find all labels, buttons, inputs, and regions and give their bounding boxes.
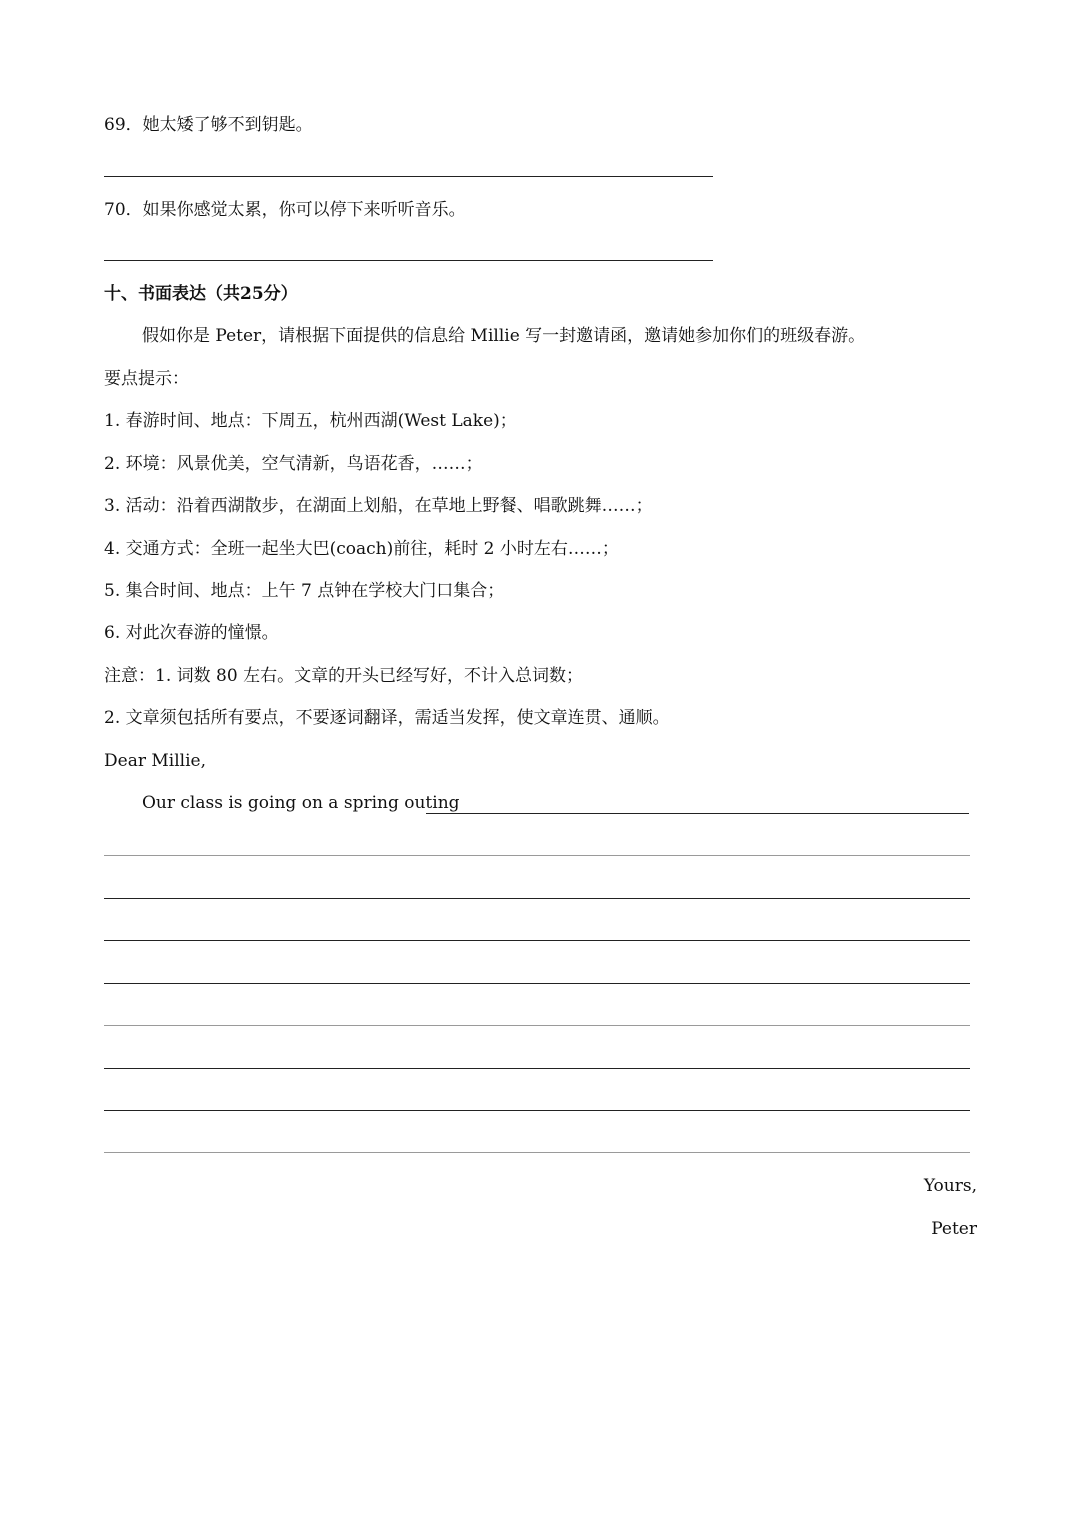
hint-item: 3. 活动：沿着西湖散步，在湖面上划船，在草地上野餐、唱歌跳舞……；	[104, 496, 653, 516]
writing-line[interactable]	[104, 1110, 970, 1111]
letter-closing: Yours,	[923, 1176, 977, 1196]
hint-item: 4. 交通方式：全班一起坐大巴(coach)前往，耗时 2 小时左右……；	[104, 539, 619, 559]
writing-line[interactable]	[104, 940, 970, 941]
writing-line[interactable]	[104, 898, 970, 899]
hint-item: 1. 春游时间、地点：下周五，杭州西湖(West Lake)；	[104, 411, 517, 431]
answer-line-69[interactable]	[104, 176, 713, 177]
section-heading-suffix: 分）	[263, 284, 298, 304]
letter-opening: Our class is going on a spring outing	[142, 793, 460, 813]
note-item: 注意：1. 词数 80 左右。文章的开头已经写好，不计入总词数；	[104, 666, 584, 686]
answer-line-70[interactable]	[104, 260, 713, 261]
hint-item: 5. 集合时间、地点：上午 7 点钟在学校大门口集合；	[104, 581, 505, 601]
writing-line[interactable]	[104, 1152, 970, 1153]
letter-signature: Peter	[931, 1219, 977, 1239]
question-70: 70．如果你感觉太累，你可以停下来听听音乐。	[104, 200, 466, 220]
section-heading-points: 25	[240, 284, 264, 304]
question-69: 69．她太矮了够不到钥匙。	[104, 115, 313, 135]
writing-line[interactable]	[104, 1025, 970, 1026]
hint-item: 6. 对此次春游的憧憬。	[104, 623, 279, 643]
writing-line[interactable]	[104, 855, 970, 856]
prompt-intro: 假如你是 Peter，请根据下面提供的信息给 Millie 写一封邀请函，邀请她参加你们的班级春游。	[142, 326, 866, 346]
letter-salutation: Dear Millie,	[104, 751, 206, 771]
writing-line[interactable]	[426, 813, 969, 814]
note-item: 2. 文章须包括所有要点，不要逐词翻译，需适当发挥，使文章连贯、通顺。	[104, 708, 670, 728]
hints-title: 要点提示：	[104, 369, 189, 389]
writing-line[interactable]	[104, 1068, 970, 1069]
writing-line[interactable]	[104, 983, 970, 984]
section-heading	[104, 282, 298, 306]
hint-item: 2. 环境：风景优美，空气清新，鸟语花香，……；	[104, 454, 483, 474]
section-heading-prefix: 十、书面表达（共	[104, 284, 240, 304]
